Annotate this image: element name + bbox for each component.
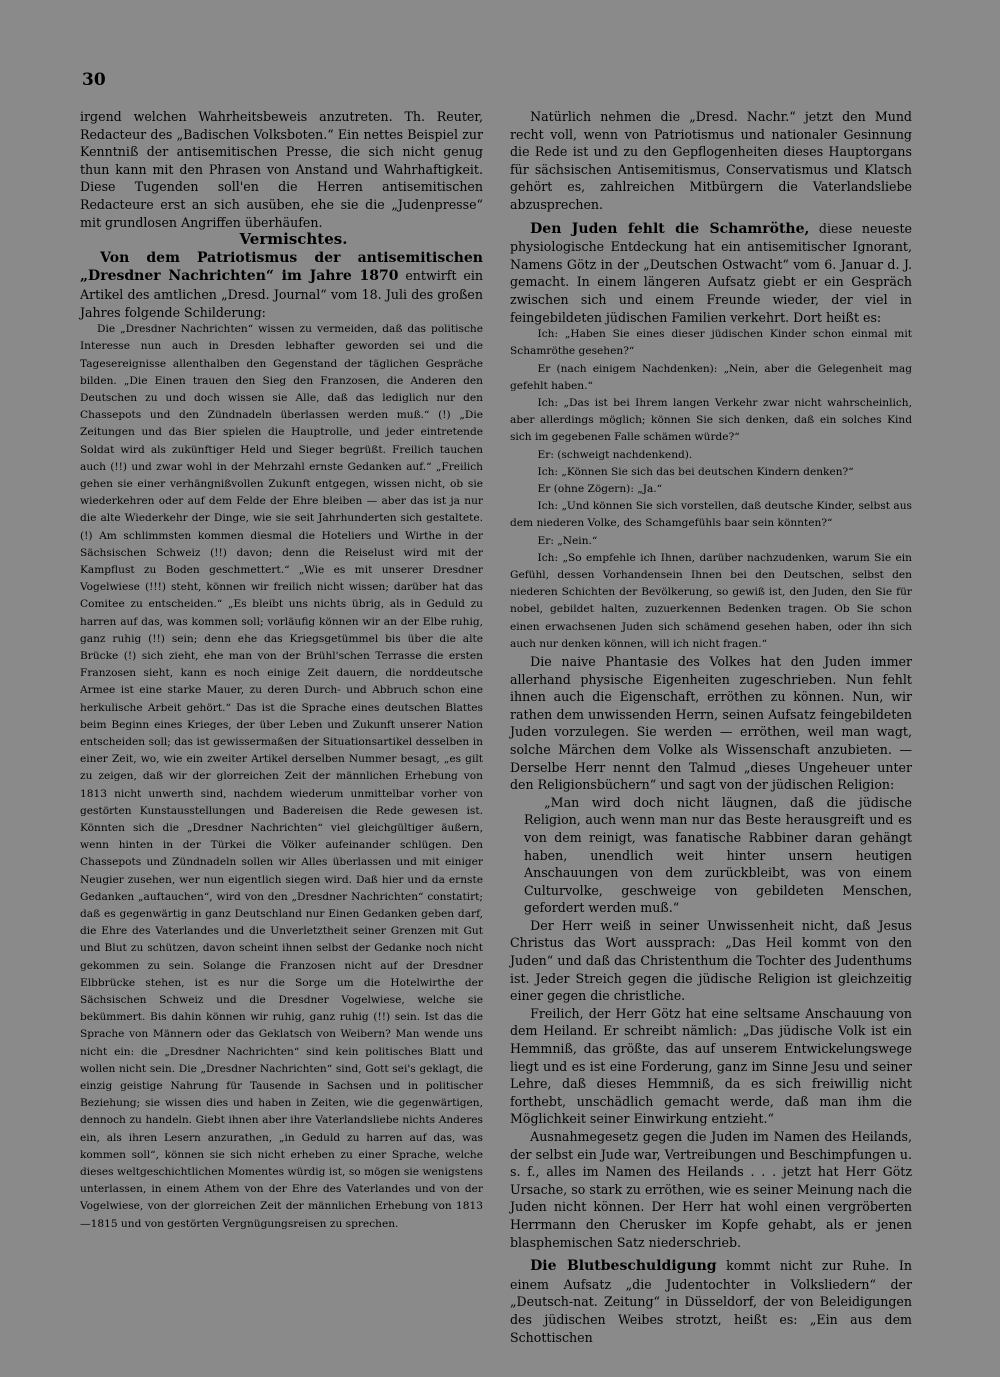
- intro-paragraph: irgend welchen Wahrheitsbeweis anzutreten. Th. Reuter, Redacteur des „Badischen Volksboten.“ Ein nettes Beispiel zur Kenntniß der antisemitischen Presse, die sich nicht genug thun kann mit den Phrasen von Anstand und Wahrhaftigkeit. Diese Tugenden soll'en die Herren antisemitischen Redacteure erst an sich ausüben, ehe sie die „Judenpresse“ mit grundlosen Angriffen überhäufen.: [80, 109, 483, 230]
- article-body: Die „Dresdner Nachrichten“ wissen zu vermeiden, daß das politische Interesse nun auch in Dresden lebhafter geworden sei und die Tagesereignisse allenthalben den Gegenstand der täglichen Gespräche bilden. „Die Einen trauen den Sieg den Franzosen, die Anderen den Deutschen zu und doch wissen sie Alle, daß das lediglich nur den Chassepots und den Zündnadeln überlassen werden muß.“ (!) „Die Zeitungen und das Bier spielen die Hauptrolle, und jeder eintretende Soldat wird als zukünftiger Held und Sieger begrüßt. Freilich tauchen auch (!!) und zwar wohl in der Mehrzahl ernste Gedanken auf.“ „Freilich gehen sie einer verhängnißvollen Zukunft entgegen, wissen nicht, ob sie wiederkehren oder auf dem Felde der Ehre bleiben — aber das ist ja nur die alte Wiederkehr der Dinge, wie sie seit Jahrhunderten sich gestaltete. (!) Am schlimmsten kommen diesmal die Hoteliers und Wirthe in der Sächsischen Schweiz (!!) davon; denn die Reiselust wird mit der Kampflust zu Boden geschmettert.“ „Wie es mit unserer Dresdner Vogelwiese (!!!) steht, können wir freilich nicht wissen; darüber hat das Comitee zu entscheiden.“ „Es bleibt uns nichts übrig, als in Geduld zu harren auf das, was kommen soll; vorläufig können wir an der Elbe ruhig, ganz ruhig (!!) sein; denn ehe das Kriegsgetümmel bis über die alte Brücke (!) sich zieht, ehe man von der Brühl'schen Terrasse die ersten Franzosen sieht, kann es noch einige Zeit dauern, die norddeutsche Armee ist eine starke Mauer, zu deren Durch- und Abbruch schon eine herkulische Arbeit gehört.“ Das ist die Sprache eines deutschen Blattes beim Beginn eines Krieges, der über Leben und Zukunft unserer Nation entscheiden soll; das ist gewissermaßen der Situationsartikel desselben in einer Zeit, wo, wie ein zweiter Artikel derselben Nummer besagt, „es gilt zu zeigen, daß wir der glorreichen Zeit der männlichen Erhebung von 1813 nicht unwerth sind, nachdem wiederum unmittelbar vorher von gestörten Kunstausstellungen und Badereisen die Rede gewesen ist. Könnten sich die „Dresdner Nachrichten“ viel gleichgültiger äußern, wenn hinten in der Türkei die Völker aufeinander schlügen. Den Chassepots und Zündnadeln sollen wir Alles überlassen und mit einiger Neugier zusehen, wer nun eigentlich siegen wird. Daß hier und da ernste Gedanken „auftauchen“, wird von den „Dresdner Nachrichten“ constatirt; daß es gegenwärtig in ganz Deutschland nur Einen Gedanken geben darf, die Ehre des Vaterlandes und die Unverletztheit seiner Grenzen mit Gut und Blut zu schützen, davon scheint ihnen selbst der Gedanke noch nicht gekommen zu sein. Solange die Franzosen nicht auf der Dresdner Elbbrücke stehen, ist es nur die Sorge um die Hotelwirthe der Sächsischen Schweiz und die Dresdner Vogelwiese, welche sie bekümmert. Bis dahin können wir ruhig, ganz ruhig (!!) sein. Ist das die Sprache von Männern oder das Geklatsch von Weibern? Man wende uns nicht ein: die „Dresdner Nachrichten“ sind kein politisches Blatt und wollen nicht sein. Die „Dresdner Nachrichten“ sind, Gott sei's geklagt, die einzig geistige Nahrung für Tausende in Sachsen und in politischer Beziehung; sie wissen dies und haben in Zeiten, wie die gegenwärtigen, dennoch zu handeln. Giebt ihnen aber ihre Vaterlandsliebe nichts Anderes ein, als ihren Lesern anzurathen, „in Geduld zu harren auf das, was kommen soll“, können sie sich nicht erheben zu einer Sprache, welche dieses weltgeschichtlichen Momentes würdig ist, so mögen sie wenigstens unterlassen, in einem Athem von der Ehre des Vaterlandes und von der Vogelwiese, von der glorreichen Zeit der männlichen Erhebung von 1813—1815 und von gestörten Vergnügungsreisen zu sprechen.: [80, 323, 483, 1230]
- dialog-line: Ich: „Und können Sie sich vorstellen, daß deutsche Kinder, selbst aus dem niederen Volke, des Schamgefühls baar sein könnten?“: [510, 500, 912, 530]
- schamroethe-headline: Den Juden fehlt die Schamröthe,: [530, 220, 810, 237]
- page-number: 30: [82, 70, 106, 90]
- left-column: [80, 108, 483, 1233]
- dialog-line: Ich: „Haben Sie eines dieser jüdischen Kinder schon einmal mit Schamröthe gesehen?“: [510, 328, 912, 358]
- dialog-line: Ich: „Können Sie sich das bei deutschen Kindern denken?“: [537, 465, 854, 478]
- article-headline: Von dem Patriotismus der antisemitischen „Dresdner Nachrichten“ im Jahre 1870: [80, 249, 483, 285]
- right-paragraph-3: Die naive Phantasie des Volkes hat den Juden immer allerhand physische Eigenheiten zugeschrieben. Nun fehlt ihnen auch die Eigenschaft, erröthen zu können. Nun, wir rathen dem unwissenden Herrn, seinen Aufsatz feingebildeten Juden vorzulegen. Sie werden — erröthen, weil man wagt, solche Märchen dem Volke als Wissenschaft anzubieten. — Derselbe Herr nennt den Talmud „dieses Ungeheuer unter den Religionsbüchern“ und sagt von der jüdischen Religion:: [510, 653, 912, 793]
- right-paragraph-5: Freilich, der Herr Götz hat eine seltsame Anschauung von dem Heiland. Er schreibt nämlich: „Das jüdische Volk ist ein Hemmniß, das größte, das auf unserem Entwickelungswege liegt und es ist eine Forderung, ganz im Sinne Jesu und seiner Lehre, daß dieses Hemmniß, da es sich freiwillig nicht forthebt, unschädlich gemacht werde, daß man ihm die Möglichkeit seiner Einwirkung entzieht.“: [510, 1005, 912, 1127]
- dialog-line: Ich: „Das ist bei Ihrem langen Verkehr zwar nicht wahrscheinlich, aber allerdings möglich; können Sie sich denken, daß ein solches Kind sich im gegebenen Falle schämen würde?“: [510, 396, 912, 444]
- dialog-block: [510, 326, 912, 653]
- dialog-line: Er: (schweigt nachdenkend).: [537, 448, 693, 461]
- right-paragraph-1: Natürlich nehmen die „Dresd. Nachr.“ jetzt den Mund recht voll, wenn von Patriotismus und nationaler Gesinnung die Rede ist und zu den Gepflogenheiten dieses Hauptorgans für sächsischen Antisemitismus, Conservatismus und Klatsch gehört es, zahlreichen Mitbürgern die Vaterlandsliebe abzusprechen.: [510, 109, 912, 212]
- blutbeschuldigung-text: kommt nicht zur Ruhe. In einem Aufsatz „die Judentochter in Volksliedern“ der „Deutsch-nat. Zeitung“ in Düsseldorf, der von Beleidigungen des jüdischen Weibes strotzt, heißt es: „Ein aus dem Schottischen: [510, 1258, 912, 1345]
- dialog-line: Ich: „So empfehle ich Ihnen, darüber nachzudenken, warum Sie ein Gefühl, dessen Vorhandensein Ihnen bei den Deutschen, selbst den niederen Schichten der Bevölkerung, so gewiß ist, den Juden, den Sie für nobel, gebildet halten, zuzuerkennen Bedenken tragen. Ob Sie schon einen erwachsenen Juden sich schämend gesehen haben, oder ihn sich auch nur denken können, will ich nicht fragen.“: [510, 551, 912, 650]
- article-lead: entwirft ein Artikel des amtlichen „Dresd. Journal“ vom 18. Juli des großen Jahres folgende Schilderung:: [80, 268, 483, 320]
- section-title: Vermischtes.: [239, 230, 348, 249]
- article-lead-paragraph: [80, 249, 483, 321]
- right-paragraph-6: Ausnahmegesetz gegen die Juden im Namen des Heilands, der selbst ein Jude war, Vertreibungen und Beschimpfungen u. s. f., alles im Namen des Heilands . . . jetzt hat Herr Götz Ursache, so stark zu erröthen, wie es seiner Meinung nach die Juden nicht können. Der Herr hat wohl einen vergröberten Herrmann den Cherusker im Kopfe gehabt, als er jenen blasphemischen Satz niederschrieb.: [510, 1129, 912, 1250]
- block-quote: „Man wird doch nicht läugnen, daß die jüdische Religion, auch wenn man nur das Beste herausgreift und es von dem reinigt, was fanatische Rabbiner daran gehängt haben, unendlich weit hinter unsern heutigen Anschauungen von dem zurückbleibt, was von einem Culturvolke, geschweige von gebildeten Menschen, gefordert werden muß.“: [524, 794, 912, 916]
- blutbeschuldigung-paragraph: [510, 1257, 912, 1346]
- blutbeschuldigung-headline: Die Blutbeschuldigung: [530, 1258, 717, 1275]
- dialog-line: Er (nach einigem Nachdenken): „Nein, aber die Gelegenheit mag gefehlt haben.“: [510, 362, 912, 392]
- schamroethe-paragraph: [510, 220, 912, 327]
- right-paragraph-4: Der Herr weiß in seiner Unwissenheit nicht, daß Jesus Christus das Wort aussprach: „Das Heil kommt von den Juden“ und daß das Christenthum die Tochter des Judenthums ist. Jeder Streich gegen die jüdische Religion ist gleichzeitig einer gegen die christliche.: [510, 917, 912, 1004]
- dialog-line: Er (ohne Zögern): „Ja.“: [537, 482, 663, 495]
- right-column: [510, 108, 912, 1346]
- schamroethe-text: diese neueste physiologische Entdeckung hat ein antisemitischer Ignorant, Namens Götz in der „Deutschen Ostwacht“ vom 6. Januar d. J. gemacht. In einem längeren Aufsatz giebt er ein Gespräch zwischen sich und einem Freunde wieder, der viel in feingebildeten jüdischen Familien verkehrt. Dort heißt es:: [510, 220, 912, 325]
- dialog-line: Er: „Nein.“: [537, 534, 598, 547]
